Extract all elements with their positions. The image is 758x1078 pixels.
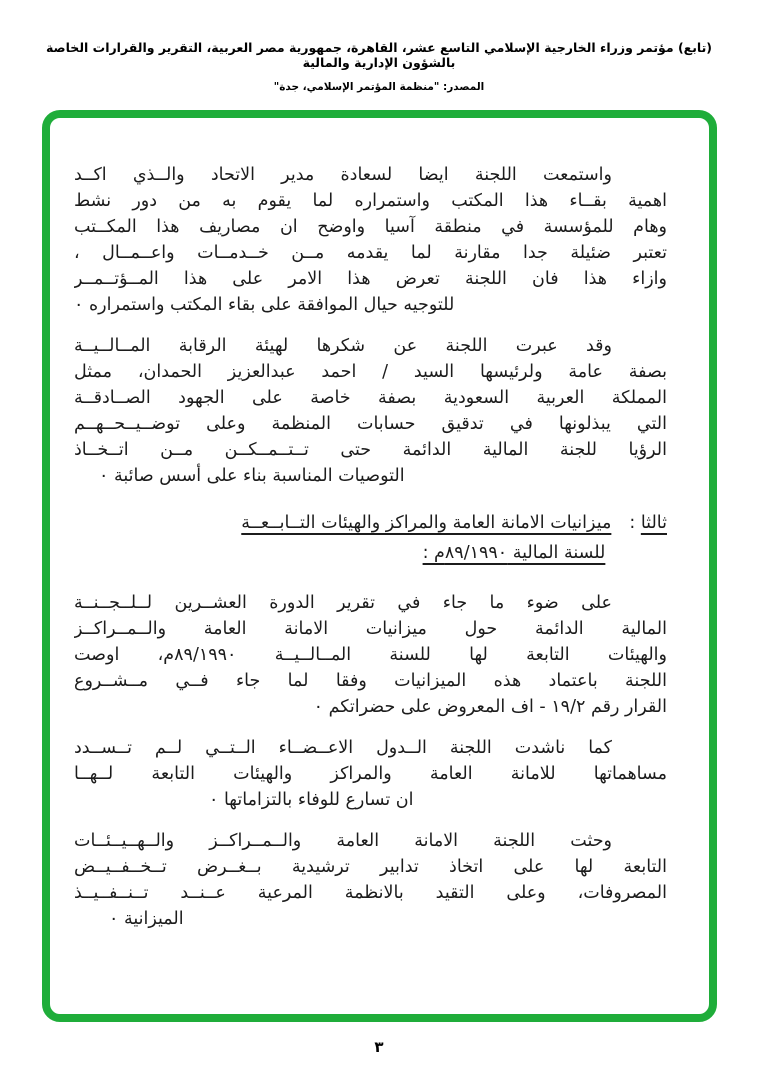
content-border-frame [42, 110, 717, 1022]
text-line: المصروفات، وعلى التقيد بالانظمة المرعية عــنــد تــنــفــيــذ [74, 883, 667, 903]
text-line: اللجنة باعتماد هذه الميزانيات وفقا لما جاء فــي مــشــروع [74, 671, 667, 691]
header-source: المصدر: "منظمة المؤتمر الإسلامي، جدة" [273, 81, 485, 93]
header-title: (تابع) مؤتمر وزراء الخارجية الإسلامي التاسع عشر، القاهرة، جمهورية مصر العربية، التقرير والقرارات الخاصة بالشؤون الإدارية والمالية [45, 40, 713, 70]
text-line: الرؤيا للجنة المالية الدائمة حتى تــتــمــكــن مــن اتــخــاذ [74, 440, 667, 460]
section-heading-title [74, 510, 611, 566]
body-text [74, 162, 667, 947]
text-line: وهام للمؤسسة في منطقة آسيا واوضح ان مصاريف هذا المكــتب [74, 217, 667, 237]
text-line: بصفة عامة ولرئيسها السيد / احمد عبدالعزيز الحمدان، ممثل [74, 362, 667, 382]
text-line: التابعة لها على اتخاذ تدابير ترشيدية بــغــرض تــخــفــيــض [74, 857, 667, 877]
paragraph-5 [74, 828, 667, 932]
text-line: واستمعت اللجنة ايضا لسعادة مدير الاتحاد والــذي اكــد [74, 165, 612, 185]
text-line: وازاء هذا فان اللجنة تعرض هذا الامر على هذا المــؤتــمــر [74, 269, 667, 289]
text-line: المملكة العربية السعودية بصفة خاصة على الجهود الصــادقــة [74, 388, 667, 408]
text-line: التوصيات المناسبة بناء على أسس صائبة ٠ [99, 466, 405, 486]
text-line: والهيئات التابعة لها للسنة المــالــيــة ٨٩/١٩٩٠م، اوصت [74, 645, 667, 665]
text-line: المالية الدائمة حول ميزانيات الامانة العامة والــمــراكــز [74, 619, 667, 639]
text-line: وحثت اللجنة الامانة العامة والــمــراكــز والــهــيــئــات [74, 831, 612, 851]
text-line: تعتبر ضئيلة جدا مقارنة لما يقدمه مــن خــدمــات واعــمــال ، [74, 243, 667, 263]
text-line: للتوجيه حيال الموافقة على بقاء المكتب واستمراره ٠ [74, 295, 455, 315]
text-line: مساهماتها للامانة العامة والمراكز والهيئات التابعة لــهــا [74, 764, 667, 784]
text-line: ان تسارع للوفاء بالتزاماتها ٠ [209, 790, 414, 810]
section-heading-label [629, 510, 667, 536]
paragraph-4 [74, 735, 667, 813]
section-heading-title-line1: ميزانيات الامانة العامة والمراكز والهيئات التــابــعــة [241, 513, 612, 533]
text-line: التي يبذلونها في تدقيق حسابات المنظمة وعلى توضــيــحــهــم [74, 414, 667, 434]
text-line: الميزانية ٠ [109, 909, 184, 929]
text-line: وقد عبرت اللجنة عن شكرها لهيئة الرقابة المــالــيــة [74, 336, 612, 356]
text-line: كما ناشدت اللجنة الــدول الاعــضــاء الــتــي لــم تــســدد [74, 738, 612, 758]
paragraph-2 [74, 333, 667, 489]
paragraph-1 [74, 162, 667, 318]
page-header [0, 40, 758, 93]
section-heading [74, 510, 667, 566]
text-line: القرار رقم ١٩/٢ - اف المعروض على حضراتكم ٠ [313, 697, 667, 717]
section-heading-label-word: ثالثا [640, 513, 667, 533]
page-number: ٣ [374, 1038, 384, 1056]
paragraph-3 [74, 590, 667, 720]
section-heading-title-line2: للسنة المالية ٨٩/١٩٩٠م : [422, 543, 606, 563]
text-line: اهمية بقــاء هذا المكتب واستمراره لما يقوم به من دور نشط [74, 191, 667, 211]
section-heading-label-colon: : [629, 513, 636, 533]
text-line: على ضوء ما جاء في تقرير الدورة العشــرين لــلــجــنــة [74, 593, 612, 613]
